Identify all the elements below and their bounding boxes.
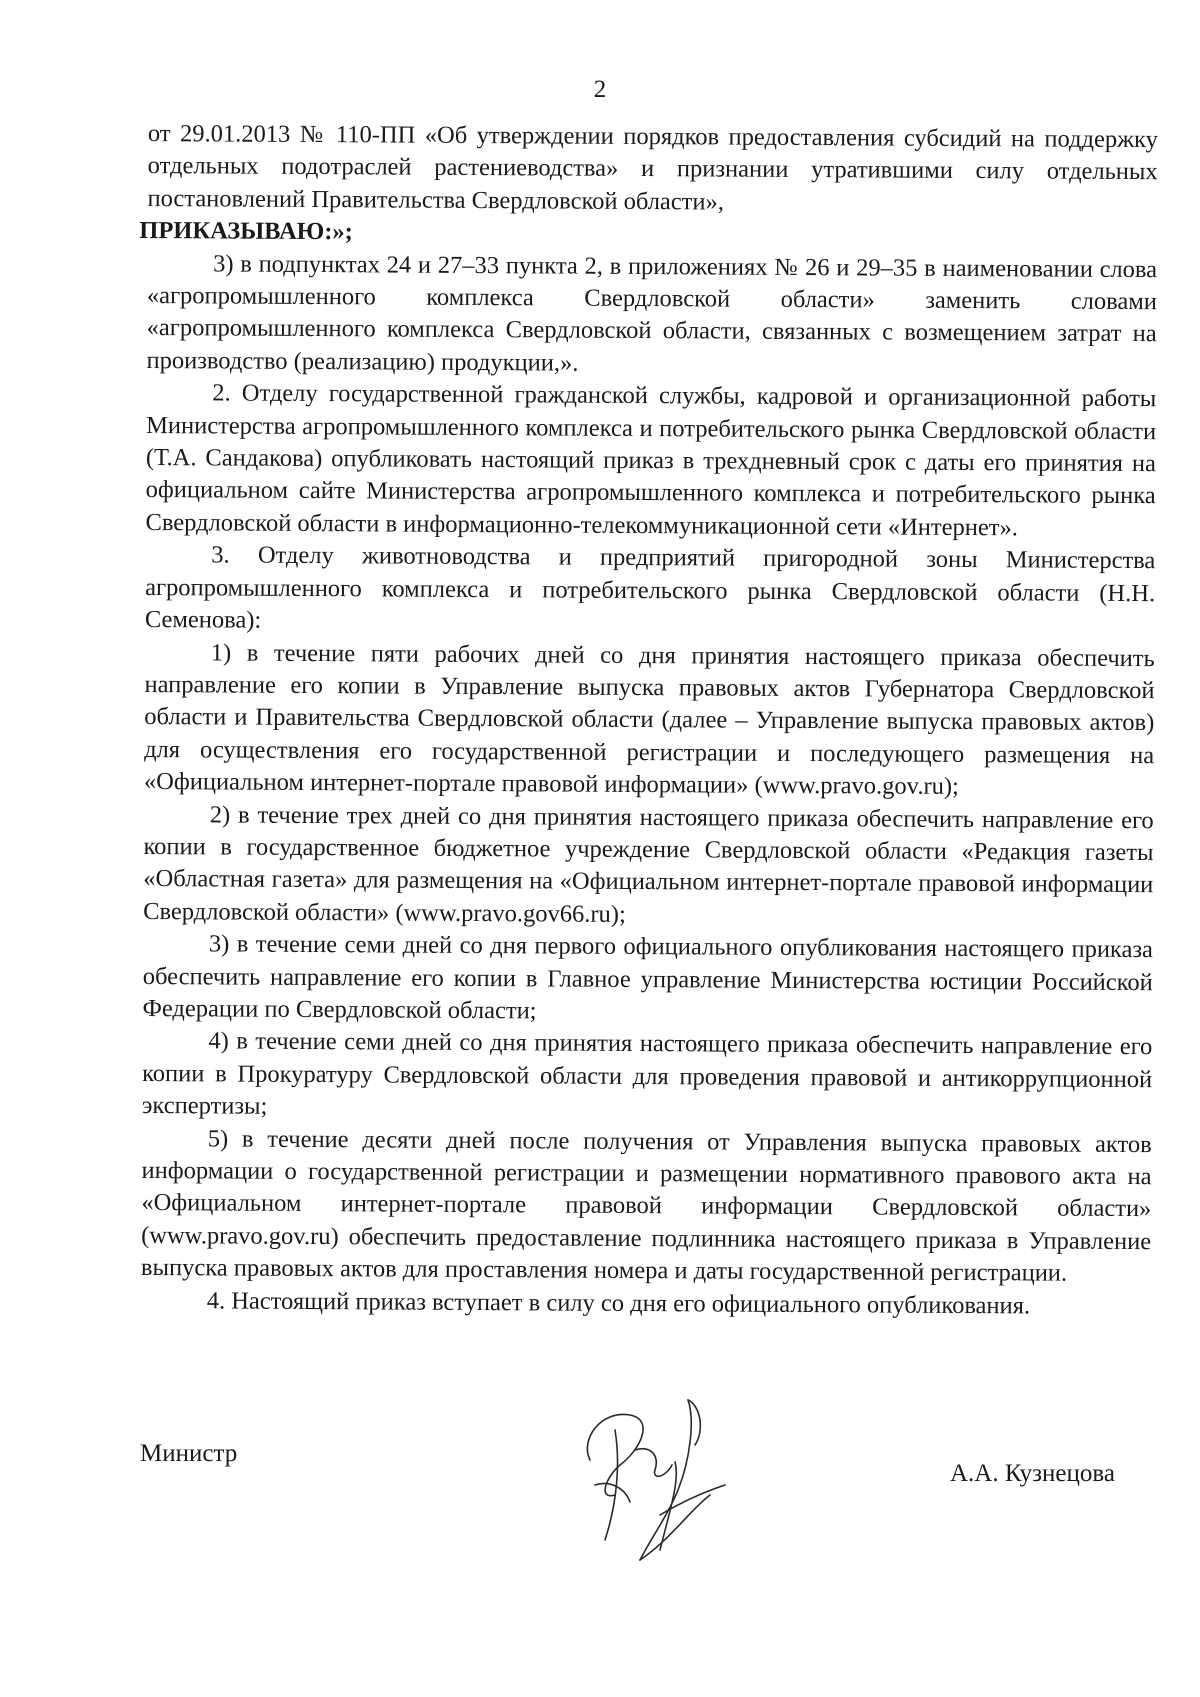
- paragraph-point-4-effective: 4. Настоящий приказ вступает в силу со дня его официального опубликования.: [206, 1287, 1031, 1320]
- document-body: [141, 118, 1158, 1323]
- handwritten-signature: [560, 1390, 760, 1570]
- paragraph-point-3-sub-3: 3) в течение семи дней со дня первого официального опубликования настоящего приказа обеспечить направление его копии в Главное управление Министерства юстиции Российской Федерации по Свердловской области;: [142, 930, 1154, 1025]
- page-number: 2: [593, 76, 607, 103]
- paragraph-point-3-sub-1: 1) в течение пяти рабочих дней со дня принятия настоящего приказа обеспечить направление его копии в Управление выпуска правовых актов Губернатора Свердловской области и Правительства Свердловской области (далее – Управление выпуска правовых актов) для осуществления его государственной регистрации и последующего размещения на «Официальном интернет-портале правовой информации» (www.pravo.gov.ru);: [143, 638, 1155, 801]
- paragraph-order-keyword: ПРИКАЗЫВАЮ:»;: [139, 217, 353, 246]
- paragraph-preamble-continuation: от 29.01.2013 № 110-ПП «Об утверждении порядков предоставления субсидий на поддержку отдельных подотраслей растениеводства» и признании утратившими силу отдельных постановлений Правительства Свердловской области»,: [147, 119, 1158, 216]
- signatory-role: Министр: [140, 1440, 238, 1467]
- paragraph-point-3-sub-2: 2) в течение трех дней со дня принятия настоящего приказа обеспечить направление его копии в государственное бюджетное учреждение Свердловской области «Редакция газеты «Областная газета» для размещения на «Официальном интернет-портале правовой информации Свердловской области» (www.pravo.gov66.ru);: [143, 800, 1154, 928]
- signatory-name: А.А. Кузнецова: [950, 1460, 1115, 1487]
- paragraph-item-3-rename: 3) в подпунктах 24 и 27–33 пункта 2, в приложениях № 26 и 29–35 в наименовании слова «агропромышленного комплекса Свердловской области» заменить словами «агропромышленного комплекса Свердловской области, связанных с возмещением затрат на производство (реализацию) продукции,».: [146, 250, 1158, 377]
- paragraph-point-3-sub-5: 5) в течение десяти дней после получения от Управления выпуска правовых актов информации о государственной регистрации и размещении нормативного правового акта на «Официальном интернет-портале правовой информации Свердловской области» (www.pravo.gov.ru) обеспечить предоставление подлинника настоящего приказа в Управление выпуска правовых актов для проставления номера и даты государственной регистрации.: [140, 1124, 1152, 1287]
- paragraph-point-3-intro: 3. Отделу животноводства и предприятий пригородной зоны Министерства агропромышленного комплекса и потребительского рынка Свердловской области (Н.Н. Семенова):: [144, 541, 1156, 634]
- paragraph-point-2-publication: 2. Отделу государственной гражданской службы, кадровой и организационной работы Министерства агропромышленного комплекса и потребительского рынка Свердловской области (Т.А. Сандакова) опубликовать настоящий приказ в трехдневный срок с даты его принятия на официальном сайте Министерства агропромышленного комплекса и потребительского рынка Свердловской области в информационно-телекоммуникационной сети «Интернет».: [145, 379, 1157, 542]
- signature-block: [0, 1440, 1200, 1640]
- paragraph-point-3-sub-4: 4) в течение семи дней со дня принятия настоящего приказа обеспечить направление его копии в Прокуратуру Свердловской области для проведения правовой и антикоррупционной экспертизы;: [141, 1027, 1153, 1120]
